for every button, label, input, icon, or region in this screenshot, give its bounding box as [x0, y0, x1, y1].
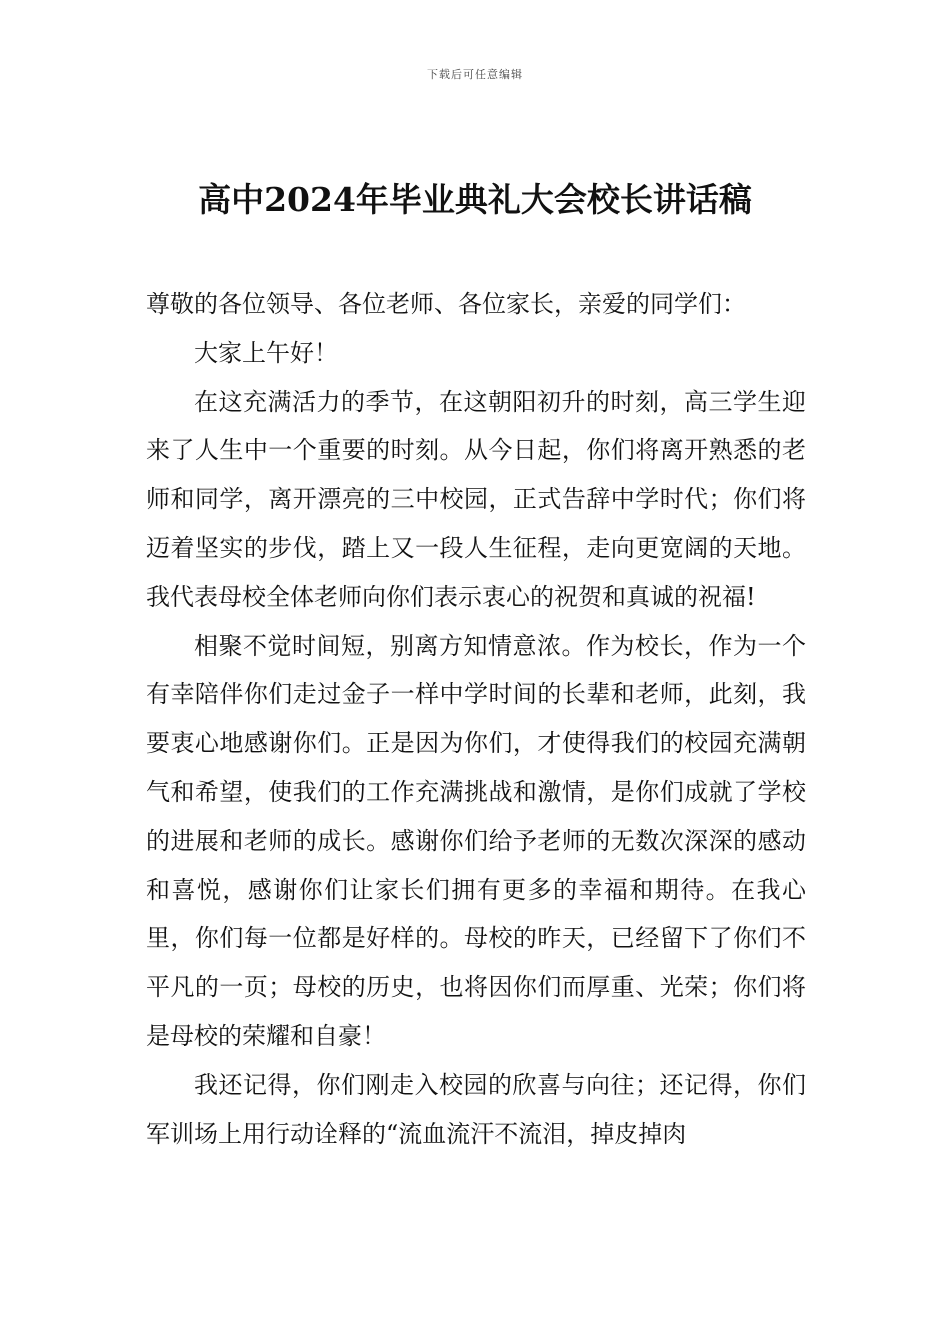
salutation-paragraph: 尊敬的各位领导、各位老师、各位家长，亲爱的同学们： [146, 290, 746, 318]
body-paragraph: 相聚不觉时间短，别离方知情意浓。作为校长，作为一个有幸陪伴你们走过金子一样中学时间的长辈和老师，此刻，我要衷心地感谢你们。正是因为你们，才使得我们的校园充满朝气和希望，使我们的工作充满挑战和激情，是你们成就了学校的进展和老师的成长。感谢你们给予老师的无数次深深的感动和喜悦，感谢你们让家长们拥有更多的幸福和期待。在我心里，你们每一位都是好样的。母校的昨天，已经留下了你们不平凡的一页；母校的历史，也将因你们而厚重、光荣；你们将是母校的荣耀和自豪！ [146, 631, 806, 1050]
header-note: 下载后可任意编辑 [427, 68, 523, 81]
document-title: 高中2024年毕业典礼大会校长讲话稿 [198, 180, 752, 219]
body-paragraph: 在这充满活力的季节，在这朝阳初升的时刻，高三学生迎来了人生中一个重要的时刻。从今日起，你们将离开熟悉的老师和同学，离开漂亮的三中校园，正式告辞中学时代；你们将迈着坚实的步伐，踏上又一段人生征程，走向更宽阔的天地。我代表母校全体老师向你们表示衷心的祝贺和真诚的祝福! [146, 387, 806, 611]
greeting-paragraph: 大家上午好！ [194, 338, 338, 367]
body-paragraph: 我还记得，你们刚走入校园的欣喜与向往；还记得，你们军训场上用行动诠释的“流血流汗不流泪，掉皮掉肉 [146, 1070, 806, 1148]
document-body [146, 280, 806, 1158]
